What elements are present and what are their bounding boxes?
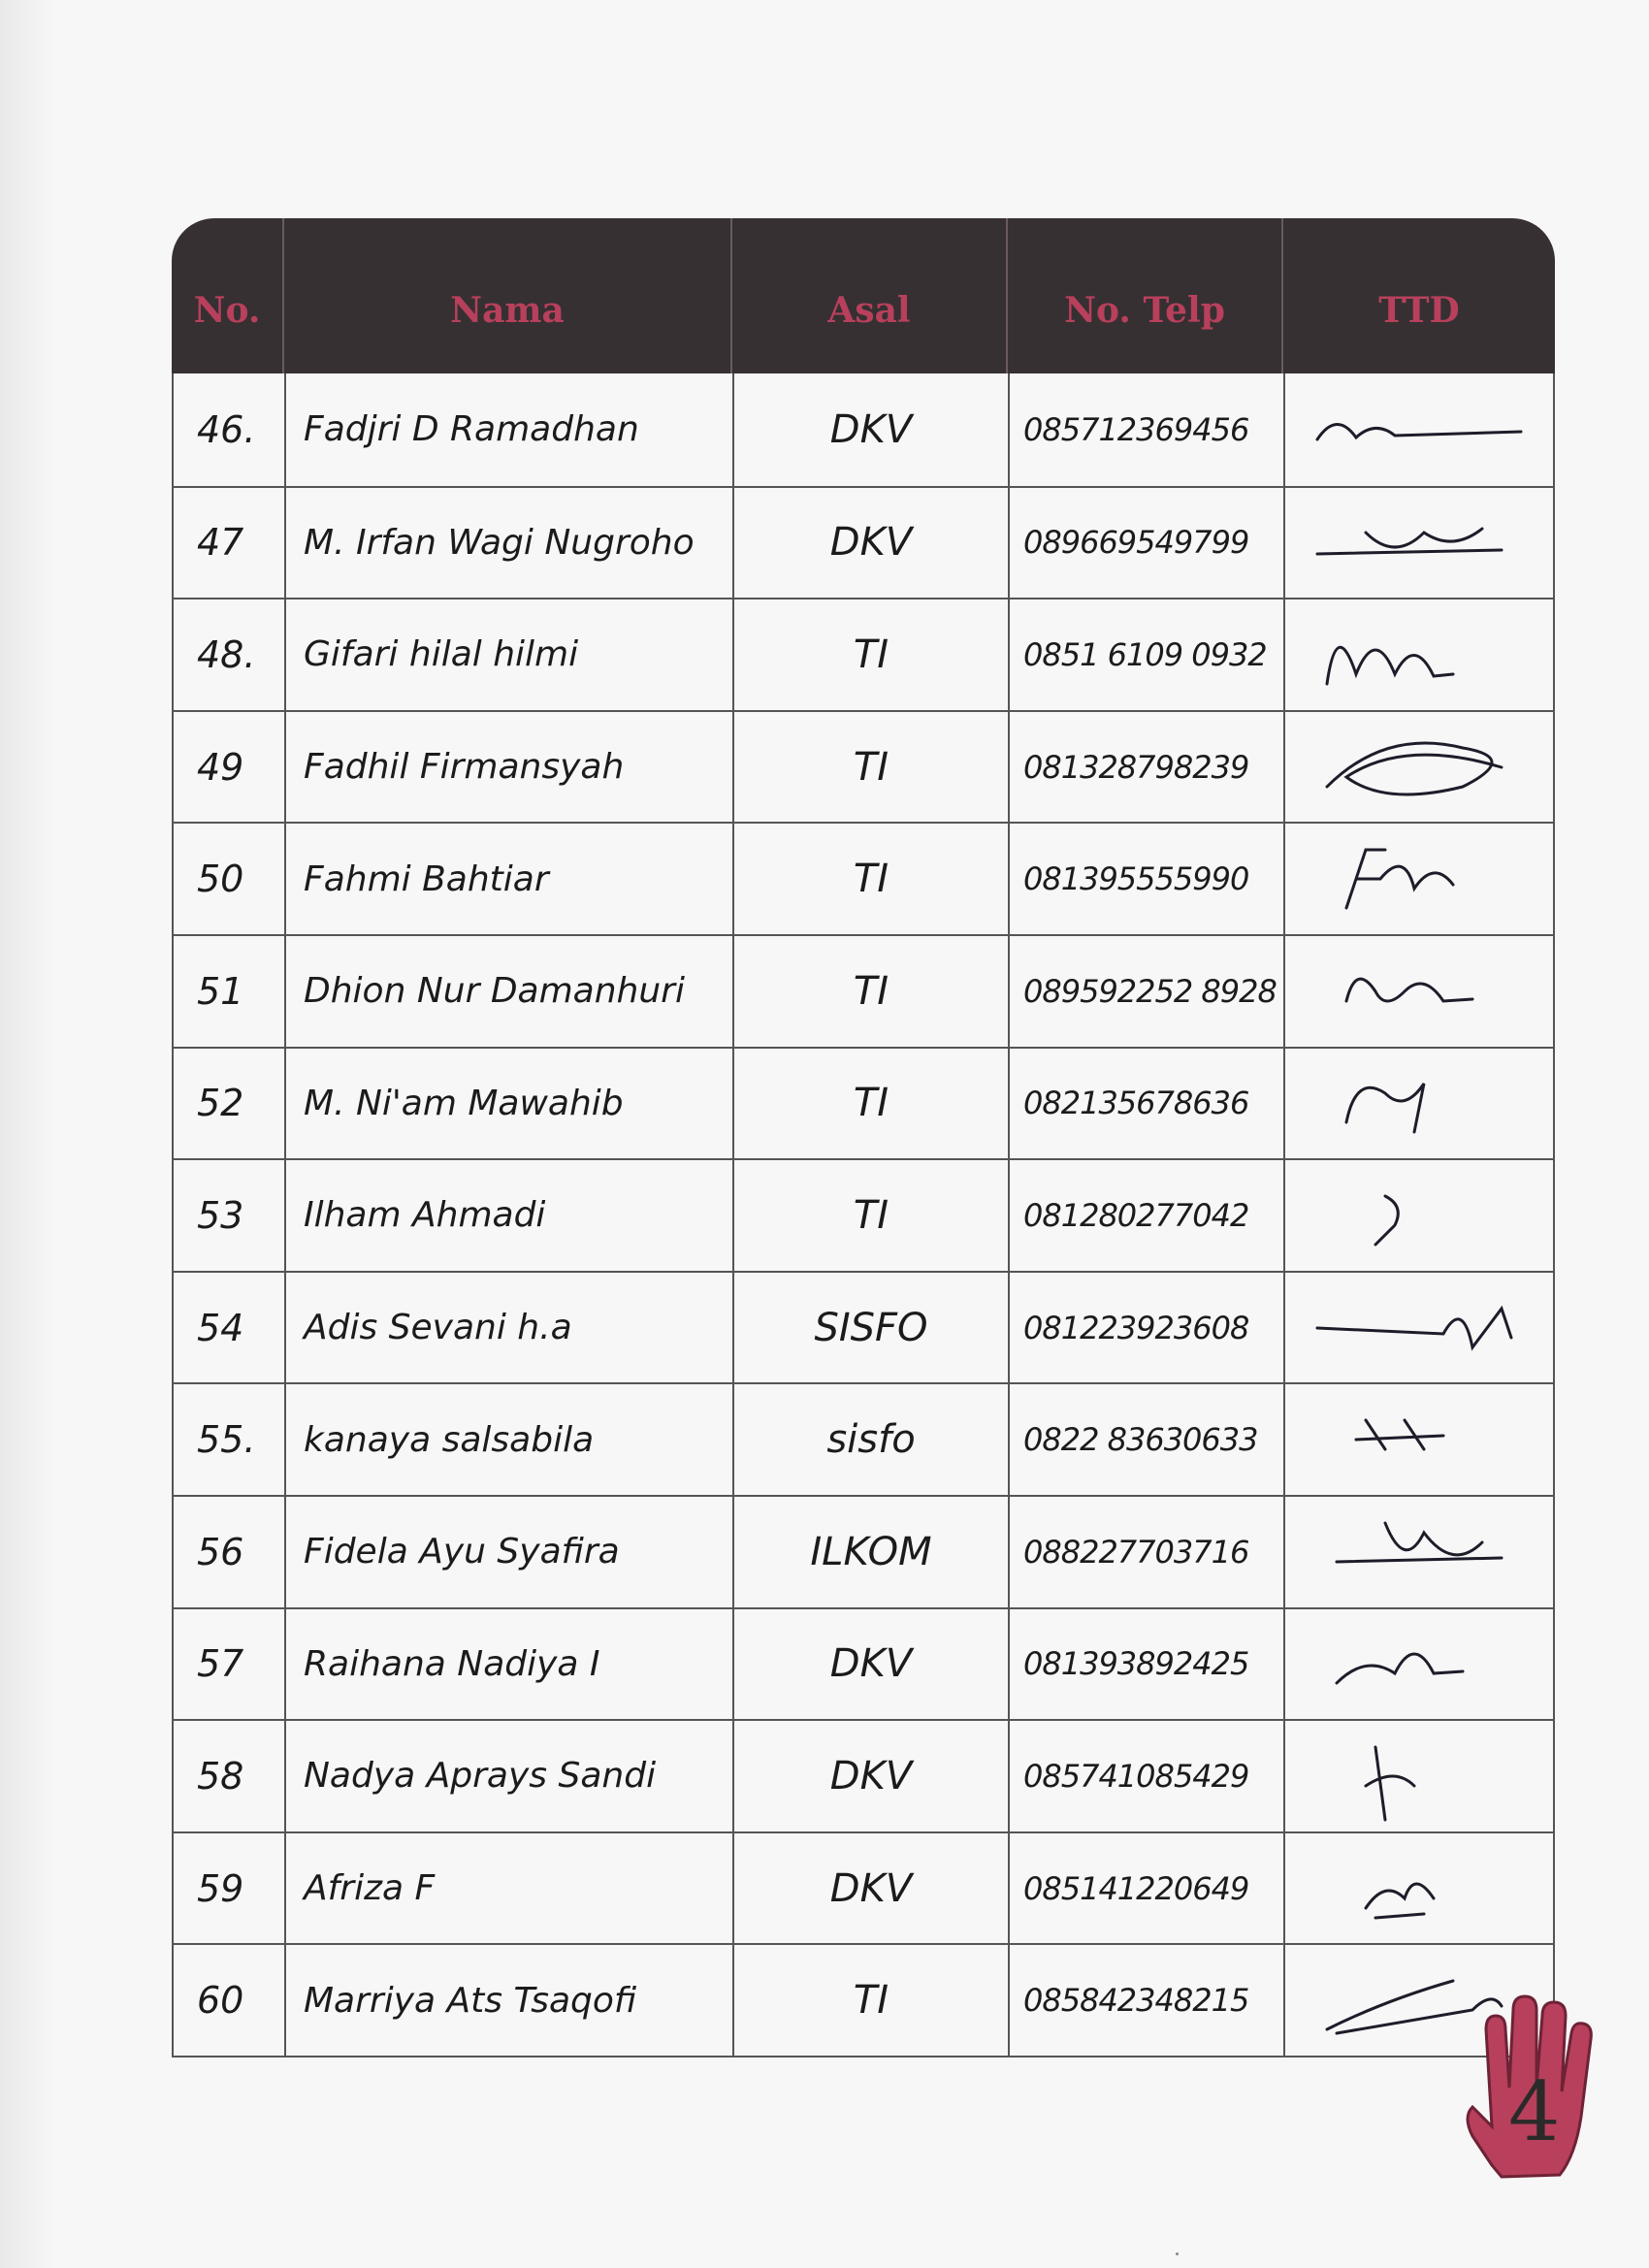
header-ttd: TTD <box>1378 290 1460 331</box>
table-row <box>174 1719 1553 1831</box>
cell-ttd <box>1285 1833 1553 1944</box>
signature-icon <box>1308 1167 1531 1264</box>
cell-ttd <box>1285 1160 1553 1271</box>
cell-asal: DKV <box>734 373 1010 486</box>
signature-icon <box>1308 494 1531 591</box>
cell-telp: 085741085429 <box>1010 1721 1285 1831</box>
cell-asal: sisfo <box>734 1384 1010 1495</box>
cell-asal: TI <box>734 1945 1010 2056</box>
table-row <box>174 1047 1553 1159</box>
cell-telp: 085842348215 <box>1010 1945 1285 2056</box>
cell-telp: 0822 83630633 <box>1010 1384 1285 1495</box>
cell-telp: 081280277042 <box>1010 1160 1285 1271</box>
table-row <box>174 1607 1553 1720</box>
cell-nama: kanaya salsabila <box>286 1384 734 1495</box>
signature-icon <box>1308 943 1531 1040</box>
cell-nama: Fadhil Firmansyah <box>286 712 734 823</box>
cell-asal: ILKOM <box>734 1497 1010 1607</box>
signature-icon <box>1308 1391 1531 1488</box>
cell-no: 55. <box>174 1384 286 1495</box>
signature-icon <box>1308 606 1531 703</box>
cell-no: 47 <box>174 488 286 599</box>
signature-icon <box>1308 381 1531 478</box>
cell-ttd <box>1285 1273 1553 1383</box>
header-telp: No. Telp <box>1008 218 1283 373</box>
cell-ttd <box>1285 1049 1553 1159</box>
signature-icon <box>1308 719 1531 816</box>
cell-ttd <box>1285 936 1553 1047</box>
cell-nama: Adis Sevani h.a <box>286 1273 734 1383</box>
signature-icon <box>1308 1840 1531 1937</box>
cell-nama: M. Ni'am Mawahib <box>286 1049 734 1159</box>
cell-asal: DKV <box>734 1721 1010 1831</box>
signature-icon <box>1308 1280 1531 1377</box>
cell-nama: Gifari hilal hilmi <box>286 599 734 710</box>
cell-ttd <box>1285 599 1553 710</box>
table-row <box>174 710 1553 823</box>
cell-no: 58 <box>174 1721 286 1831</box>
cell-no: 48. <box>174 599 286 710</box>
table-row <box>174 934 1553 1047</box>
cell-asal: DKV <box>734 1609 1010 1720</box>
cell-asal: DKV <box>734 1833 1010 1944</box>
cell-telp: 085141220649 <box>1010 1833 1285 1944</box>
table-row <box>174 1271 1553 1383</box>
cell-asal: TI <box>734 824 1010 934</box>
cell-no: 52 <box>174 1049 286 1159</box>
header-no: No. <box>172 218 284 373</box>
cell-no: 53 <box>174 1160 286 1271</box>
paper-edge-shadow <box>0 0 58 2268</box>
cell-no: 50 <box>174 824 286 934</box>
cell-nama: Marriya Ats Tsaqofi <box>286 1945 734 2056</box>
header-asal: Asal <box>732 218 1008 373</box>
table-row <box>174 1158 1553 1271</box>
cell-no: 46. <box>174 373 286 486</box>
cell-telp: 081393892425 <box>1010 1609 1285 1720</box>
cell-telp: 081223923608 <box>1010 1273 1285 1383</box>
page-number: 4 <box>1508 2064 1561 2159</box>
cell-asal: TI <box>734 936 1010 1047</box>
attendance-sheet <box>172 218 1555 2056</box>
cell-nama: Raihana Nadiya I <box>286 1609 734 1720</box>
cell-nama: M. Irfan Wagi Nugroho <box>286 488 734 599</box>
cell-ttd <box>1285 712 1553 823</box>
cell-telp: 089592252 8928 <box>1010 936 1285 1047</box>
cell-telp: 081328798239 <box>1010 712 1285 823</box>
cell-nama: Ilham Ahmadi <box>286 1160 734 1271</box>
table-row <box>174 1495 1553 1607</box>
signature-icon <box>1308 1728 1531 1825</box>
cell-asal: DKV <box>734 488 1010 599</box>
cell-ttd <box>1285 1721 1553 1831</box>
cell-telp: 085712369456 <box>1010 373 1285 486</box>
cell-no: 56 <box>174 1497 286 1607</box>
cell-telp: 0851 6109 0932 <box>1010 599 1285 710</box>
table-row <box>174 1943 1553 2056</box>
cell-asal: TI <box>734 1049 1010 1159</box>
signature-icon <box>1308 1615 1531 1712</box>
table-header <box>172 218 1555 373</box>
cell-nama: Afriza F <box>286 1833 734 1944</box>
cell-telp: 088227703716 <box>1010 1497 1285 1607</box>
cell-ttd <box>1285 824 1553 934</box>
table-row <box>174 1382 1553 1495</box>
paper-speck <box>1176 2252 1179 2255</box>
table-row <box>174 822 1553 934</box>
cell-nama: Fidela Ayu Syafira <box>286 1497 734 1607</box>
cell-ttd <box>1285 1384 1553 1495</box>
cell-ttd <box>1285 1609 1553 1720</box>
cell-no: 49 <box>174 712 286 823</box>
table-row <box>174 1831 1553 1944</box>
table-body <box>172 373 1555 2057</box>
cell-nama: Fadjri D Ramadhan <box>286 373 734 486</box>
cell-telp: 081395555990 <box>1010 824 1285 934</box>
cell-nama: Dhion Nur Damanhuri <box>286 936 734 1047</box>
signature-icon <box>1308 1054 1531 1151</box>
cell-nama: Fahmi Bahtiar <box>286 824 734 934</box>
cell-no: 57 <box>174 1609 286 1720</box>
cell-no: 59 <box>174 1833 286 1944</box>
cell-no: 54 <box>174 1273 286 1383</box>
table-row <box>174 598 1553 710</box>
cell-telp: 089669549799 <box>1010 488 1285 599</box>
cell-no: 51 <box>174 936 286 1047</box>
cell-telp: 082135678636 <box>1010 1049 1285 1159</box>
cell-no: 60 <box>174 1945 286 2056</box>
cell-asal: TI <box>734 1160 1010 1271</box>
cell-ttd <box>1285 373 1553 486</box>
table-row <box>174 373 1553 486</box>
signature-icon <box>1308 830 1531 927</box>
signature-icon <box>1308 1504 1531 1601</box>
cell-asal: SISFO <box>734 1273 1010 1383</box>
cell-asal: TI <box>734 599 1010 710</box>
cell-asal: TI <box>734 712 1010 823</box>
cell-ttd <box>1285 1497 1553 1607</box>
cell-nama: Nadya Aprays Sandi <box>286 1721 734 1831</box>
table-row <box>174 486 1553 599</box>
cell-ttd <box>1285 488 1553 599</box>
header-nama: Nama <box>284 218 732 373</box>
